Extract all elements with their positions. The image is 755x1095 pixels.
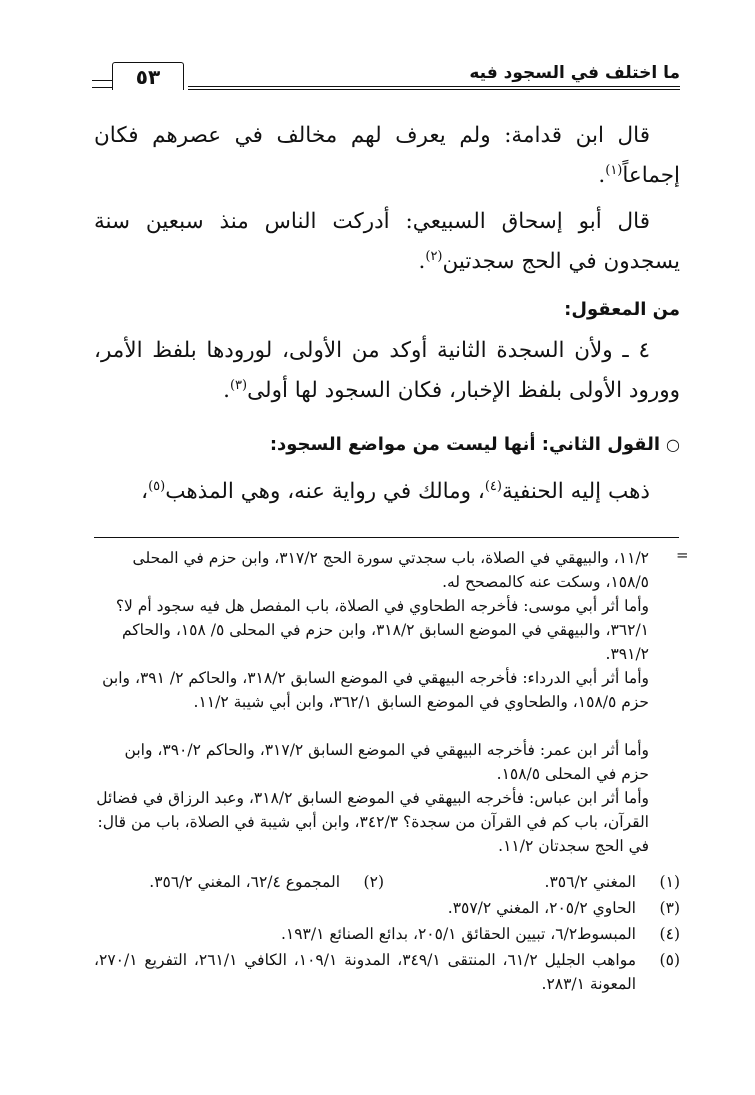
footnote-continued-5: وأما أثر ابن عباس: فأخرجه البيهقي في الموضع السابق ٣١٨/٢، وعبد الرزاق في فضائل القرآن، باب كم في القرآن من سجدة؟ ٣٤٢/٣، وابن أبي شيبة في الصلاة، باب من قال: في الحج سجدتان ١١/٢. xyxy=(96,789,649,855)
paragraph-abu-ishaq: قال أبو إسحاق السبيعي: أدركت الناس منذ سبعين سنة يسجدون في الحج سجدتين$^{(٢)}$. xyxy=(94,209,680,274)
paragraph-ibn-qudama: قال ابن قدامة: ولم يعرف لهم مخالف في عصرهم فكان إجماعاً$^{(١)}$. xyxy=(94,123,680,188)
footnote-ref-2[interactable]: (٢) xyxy=(425,248,443,264)
paragraph-hanafi: ذهب إليه الحنفية$^{(٤)}$، ومالك في رواية عنه، وهي المذهب$^{(٥)}$، xyxy=(141,478,650,504)
footnote-text: المجموع ٦٢/٤، المغني ٣٥٦/٢. xyxy=(149,873,340,891)
paragraph-reason-four: ٤ ـ ولأن السجدة الثانية أوكد من الأولى، لورودها بلفظ الأمر، وورود الأولى بلفظ الإخبار، فكان السجود لها أولى$^{(٣)}$. xyxy=(94,338,680,403)
footnote-number: (١) xyxy=(659,873,680,891)
header-rule-left xyxy=(92,80,112,88)
header-rule xyxy=(188,86,680,90)
footnote-5 xyxy=(94,948,680,998)
footnote-ref-3[interactable]: (٣) xyxy=(229,377,248,393)
footnote-text: مواهب الجليل ٦١/٢، المنتقى ٣٤٩/١، المدونة ١٠٩/١، الكافي ٢٦١/١، التفريع ٢٧٠/١، المعونة ٢٨٣/١. xyxy=(94,951,637,993)
footnote-separator xyxy=(94,537,679,538)
footnote-ref-1[interactable]: (١) xyxy=(605,162,623,178)
footnote-number: (٢) xyxy=(363,873,384,891)
footnote-number: (٤) xyxy=(659,925,680,943)
circle-bullet-icon: ○ xyxy=(666,435,680,454)
heading-reason: من المعقول: xyxy=(564,299,680,320)
footnote-continued-4: وأما أثر ابن عمر: فأخرجه البيهقي في الموضع السابق ٣١٧/٢، والحاكم ٣٩٠/٢، وابن حزم في المحلى ١٥٨/٥. xyxy=(124,741,649,783)
heading-second-opinion: ○القول الثاني: أنها ليست من مواضع السجود: xyxy=(269,434,680,455)
footnote-number: (٥) xyxy=(659,951,680,969)
chapter-title: ما اختلف في السجود فيه xyxy=(469,63,680,83)
footnote-ref-5[interactable]: (٥) xyxy=(148,478,166,494)
footnote-continued-3: وأما أثر أبي الدرداء: فأخرجه البيهقي في الموضع السابق ٣١٨/٢، والحاكم ٢/ ٣٩١، وابن حزم ١٥٨/٥، والطحاوي في الموضع السابق ٣٦٢/١، وابن أبي شيبة ١١/٢. xyxy=(102,669,649,711)
footnote-ref-4[interactable]: (٤) xyxy=(484,478,502,494)
footnote-continued-1: ١١/٢، والبيهقي في الصلاة، باب سجدتي سورة الحج ٣١٧/٢، وابن حزم في المحلى ١٥٨/٥، وسكت عنه كالمصحح له. xyxy=(132,549,649,591)
footnote-continued-2: وأما أثر أبي موسى: فأخرجه الطحاوي في الصلاة، باب المفصل هل فيه سجود أم لا؟ ٣٦٢/١، والبيهقي في الموضع السابق ٣١٨/٢، وابن حزم في المحلى ٥/ ١٥٨، والحاكم ٣٩١/٢. xyxy=(115,597,649,663)
running-header xyxy=(92,62,680,92)
page-number: ٥٣ xyxy=(135,65,161,89)
footnote-text: المغني ٣٥٦/٢. xyxy=(544,873,636,891)
footnote-number: (٣) xyxy=(659,899,680,917)
footnote-text: الحاوي ٢٠٥/٢، المغني ٣٥٧/٢. xyxy=(447,899,636,917)
continuation-mark: = xyxy=(676,546,689,564)
page-number-box xyxy=(112,62,184,90)
footnote-text: المبسوط٦/٢، تبيين الحقائق ٢٠٥/١، بدائع الصنائع ١٩٣/١. xyxy=(280,925,636,943)
